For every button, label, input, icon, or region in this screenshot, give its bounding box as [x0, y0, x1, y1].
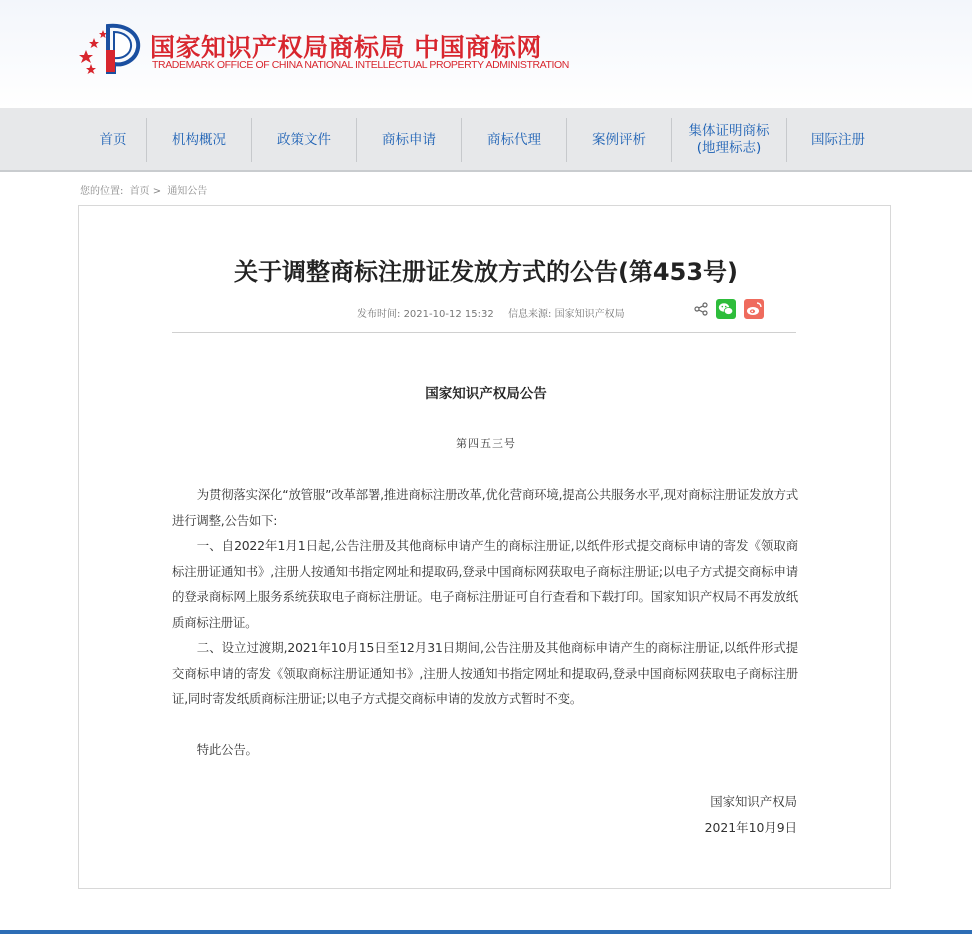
- title-divider: [172, 332, 796, 333]
- nav-item-policy[interactable]: 政策文件: [277, 131, 331, 148]
- article-paragraph-intro: 为贯彻落实深化“放管服”改革部署,推进商标注册改革,优化营商环境,提高公共服务水平,现对商标注册证发放方式进行调整,公告如下:: [172, 487, 798, 528]
- source-value: 国家知识产权局: [554, 309, 625, 320]
- footer-bar: [0, 930, 972, 934]
- nav-item-about[interactable]: 机构概况: [172, 131, 226, 148]
- nav-item-collective-marks[interactable]: 集体证明商标 (地理标志): [688, 123, 770, 156]
- nav-item-international[interactable]: 国际注册: [811, 131, 865, 148]
- nav-item-home[interactable]: 首页: [99, 131, 127, 148]
- article-meta: [357, 305, 625, 320]
- doc-number: 第四五三号: [456, 437, 516, 450]
- logo-chinese-text: 国家知识产权局商标局 中国商标网: [150, 33, 542, 62]
- share-icon[interactable]: [694, 302, 708, 316]
- wechat-share-icon[interactable]: [716, 299, 736, 319]
- publish-label: 发布时间:: [357, 309, 401, 320]
- signature: 国家知识产权局: [710, 794, 797, 809]
- article-title: 关于调整商标注册证发放方式的公告(第453号): [233, 258, 739, 286]
- breadcrumb-current[interactable]: 通知公告: [167, 186, 208, 197]
- doc-heading: 国家知识产权局公告: [425, 386, 547, 402]
- signature-date: 2021年10月9日: [704, 820, 797, 835]
- breadcrumb: [80, 182, 210, 197]
- main-nav: [0, 108, 972, 172]
- article-paragraph-closing: 特此公告。: [196, 742, 258, 757]
- nav-item-cases[interactable]: 案例评析: [592, 131, 646, 148]
- weibo-share-icon[interactable]: [744, 299, 764, 319]
- publish-time: 2021-10-12 15:32: [403, 309, 494, 320]
- nav-item-application[interactable]: 商标申请: [382, 131, 436, 148]
- site-header: [0, 0, 972, 108]
- article-paragraph-two: 二、设立过渡期,2021年10月15日至12月31日期间,公告注册及其他商标申请产生的商标注册证,以纸件形式提交商标申请的寄发《领取商标注册证通知书》,注册人按通知书指定网址和提取码,登录中国商标网获取电子商标注册证,同时寄发纸质商标注册证;以电子方式提交商标申请的发放方式暂时不变。: [172, 640, 798, 706]
- nav-item-agency[interactable]: 商标代理: [487, 131, 541, 148]
- logo-english-text: TRADEMARK OFFICE OF CHINA NATIONAL INTELLECTUAL PROPERTY ADMINISTRATION: [152, 59, 569, 71]
- source-label: 信息来源:: [508, 309, 552, 320]
- breadcrumb-prefix: 您的位置:: [80, 186, 124, 197]
- breadcrumb-home-link[interactable]: 首页 >: [129, 186, 162, 197]
- cnipa-logo-icon[interactable]: [78, 20, 144, 74]
- article-paragraph-one: 一、自2022年1月1日起,公告注册及其他商标申请产生的商标注册证,以纸件形式提交商标申请的寄发《领取商标注册证通知书》,注册人按通知书指定网址和提取码,登录中国商标网获取电子商标注册证;以电子方式提交商标申请的登录商标网上服务系统获取电子商标注册证。电子商标注册证可自行查看和下载打印。国家知识产权局不再发放纸质商标注册证。: [172, 538, 798, 630]
